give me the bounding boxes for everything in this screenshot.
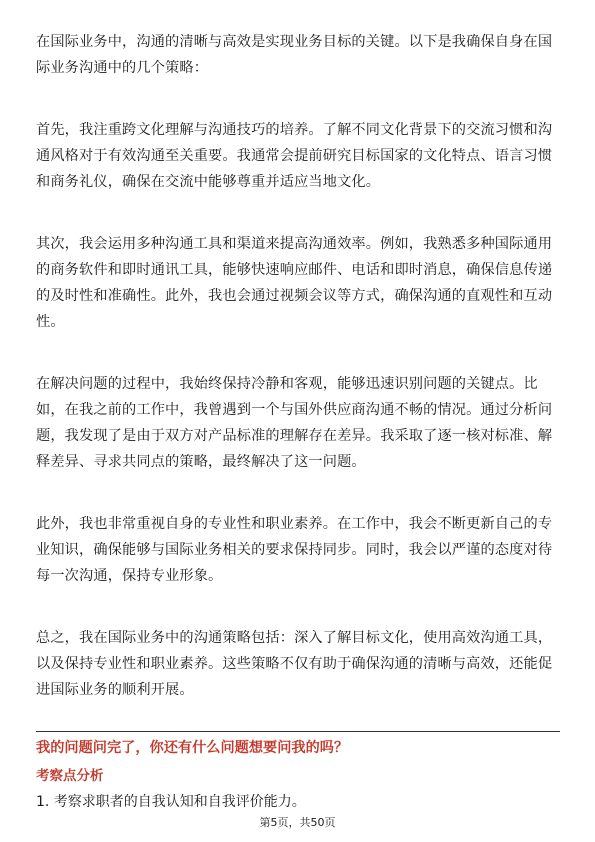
answer-paragraph-communication-tools: 其次，我会运用多种沟通工具和渠道来提高沟通效率。例如，我熟悉多种国际通用的商务软件和即时通讯工具，能够快速响应邮件、电话和即时消息，确保信息传递的及时性和准确性。此外，我也会通过视频会议等方式，确保沟通的直观性和互动性。 [36,236,553,330]
section-divider [36,731,560,732]
analysis-list-item: 1. 考察求职者的自我认知和自我评价能力。 [36,794,306,810]
interview-question: 我的问题问完了，你还有什么问题想要问我的吗？ [36,740,349,756]
answer-paragraph-professionalism: 此外，我也非常重视自身的专业性和职业素养。在工作中，我会不断更新自己的专业知识，确保能够与国际业务相关的要求保持同步。同时，我会以严谨的态度对待每一次沟通，保持专业形象。 [36,516,553,584]
page-number-footer: 第5页，共50页 [259,816,336,829]
answer-paragraph-problem-solving: 在解决问题的过程中，我始终保持冷静和客观，能够迅速识别问题的关键点。比如，在我之前的工作中，我曾遇到一个与国外供应商沟通不畅的情况。通过分析问题，我发现了是由于双方对产品标准的理解存在差异。我采取了逐一核对标准、解释差异、寻求共同点的策略，最终解决了这一问题。 [36,376,553,470]
answer-paragraph-intro: 在国际业务中，沟通的清晰与高效是实现业务目标的关键。以下是我确保自身在国际业务沟通中的几个策略： [36,34,553,76]
answer-paragraph-cultural-understanding: 首先，我注重跨文化理解与沟通技巧的培养。了解不同文化背景下的交流习惯和沟通风格对于有效沟通至关重要。我通常会提前研究目标国家的文化特点、语言习惯和商务礼仪，确保在交流中能够尊重并适应当地文化。 [36,122,553,190]
answer-paragraph-summary: 总之，我在国际业务中的沟通策略包括：深入了解目标文化，使用高效沟通工具，以及保持专业性和职业素养。这些策略不仅有助于确保沟通的清晰与高效，还能促进国际业务的顺利开展。 [36,630,553,698]
analysis-heading: 考察点分析 [36,768,104,784]
